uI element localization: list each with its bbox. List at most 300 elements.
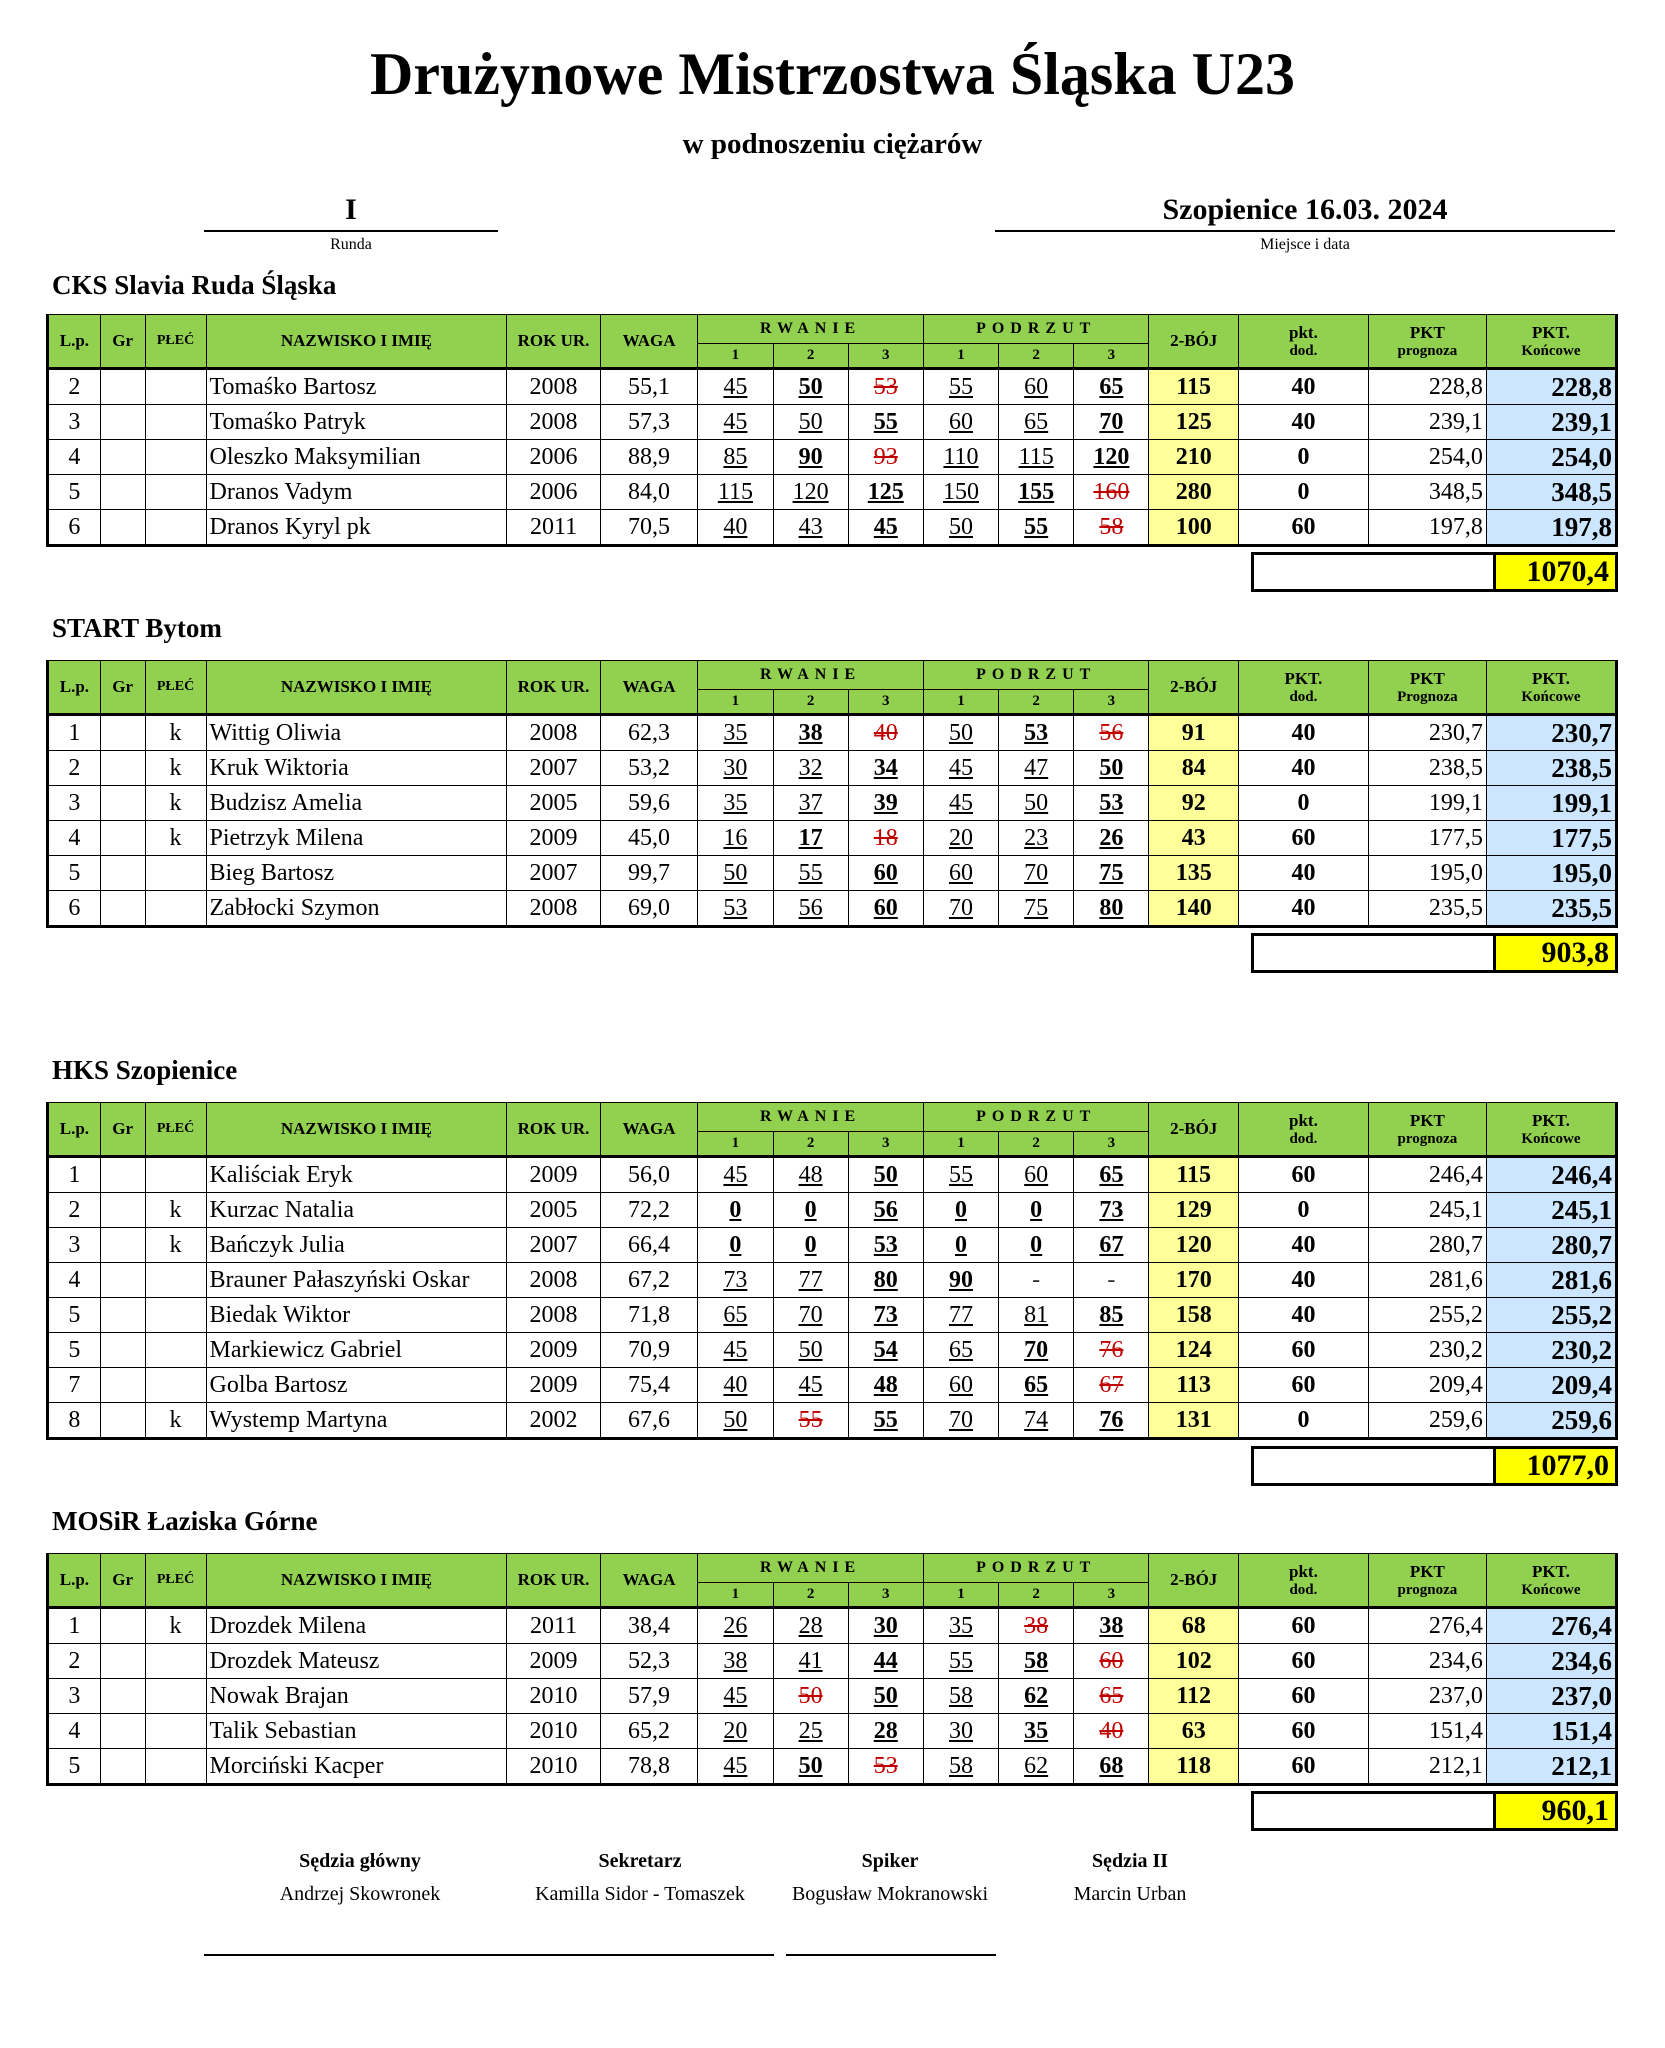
header-name: NAZWISKO I IMIĘ — [206, 1103, 507, 1157]
cell-rok: 2007 — [507, 856, 600, 891]
cell-clean-jerk-attempt: 50 — [923, 715, 998, 751]
cell-rok: 2005 — [507, 1193, 600, 1228]
header-prog-line2: Prognoza — [1397, 688, 1458, 705]
cell-snatch-attempt: 50 — [773, 1679, 848, 1714]
header-2boj: 2-BÓJ — [1149, 1554, 1238, 1608]
cell-clean-jerk-attempt: 0 — [999, 1228, 1074, 1263]
cell-gr — [100, 1608, 145, 1644]
signature-line — [204, 1954, 774, 1956]
cell-snatch-attempt: 55 — [848, 1403, 923, 1439]
cell-rok: 2010 — [507, 1679, 600, 1714]
header-prog-line1: PKT — [1409, 1561, 1445, 1581]
cell-snatch-attempt: 54 — [848, 1333, 923, 1368]
cell-snatch-attempt: 34 — [848, 751, 923, 786]
cell-waga: 59,6 — [600, 786, 698, 821]
cell-waga: 99,7 — [600, 856, 698, 891]
header-gr: Gr — [100, 1103, 145, 1157]
table-row — [48, 891, 1617, 927]
cell-snatch-attempt: 26 — [698, 1608, 773, 1644]
signature-role: Sędzia główny — [299, 1850, 421, 1872]
team-name: MOSiR Łaziska Górne — [52, 1506, 318, 1536]
header-rok: ROK UR. — [507, 315, 600, 369]
cell-lp: 4 — [48, 1263, 101, 1298]
cell-plec: k — [145, 1403, 206, 1439]
cell-total-2boj: 115 — [1149, 369, 1238, 405]
cell-name: Dranos Vadym — [206, 475, 507, 510]
cell-waga: 70,5 — [600, 510, 698, 546]
header-prog-line1: PKT — [1409, 668, 1445, 688]
cell-bonus-points: 60 — [1238, 1679, 1368, 1714]
results-table — [46, 1553, 1618, 1786]
header-final-line2: Końcowe — [1521, 1581, 1581, 1598]
cell-rok: 2007 — [507, 751, 600, 786]
cell-final-points: 212,1 — [1486, 1749, 1616, 1785]
header-dod — [1238, 1103, 1368, 1157]
round-value: I — [204, 190, 498, 232]
header-rok: ROK UR. — [507, 1554, 600, 1608]
cell-clean-jerk-attempt: 65 — [1074, 1157, 1149, 1193]
header-dod-line2: dod. — [1289, 342, 1318, 359]
header-prog-line2: prognoza — [1397, 342, 1458, 359]
cell-lp: 5 — [48, 1749, 101, 1785]
cell-gr — [100, 405, 145, 440]
cell-lp: 4 — [48, 1714, 101, 1749]
cell-final-points: 348,5 — [1486, 475, 1616, 510]
cell-name: Drozdek Milena — [206, 1608, 507, 1644]
cell-total-2boj: 124 — [1149, 1333, 1238, 1368]
cell-lp: 3 — [48, 786, 101, 821]
table-row — [48, 715, 1617, 751]
cell-snatch-attempt: 53 — [848, 1749, 923, 1785]
cell-snatch-attempt: 40 — [848, 715, 923, 751]
header-attempt-number: 3 — [848, 689, 923, 714]
team-total-value: 1077,0 — [1493, 1446, 1618, 1486]
cell-lp: 5 — [48, 856, 101, 891]
cell-clean-jerk-attempt: 50 — [999, 786, 1074, 821]
cell-bonus-points: 0 — [1238, 1193, 1368, 1228]
cell-waga: 52,3 — [600, 1644, 698, 1679]
cell-snatch-attempt: 38 — [773, 715, 848, 751]
cell-clean-jerk-attempt: 47 — [999, 751, 1074, 786]
cell-clean-jerk-attempt: 35 — [923, 1608, 998, 1644]
cell-name: Bieg Bartosz — [206, 856, 507, 891]
table-row — [48, 1228, 1617, 1263]
header-lp: L.p. — [48, 315, 101, 369]
cell-forecast-points: 255,2 — [1368, 1298, 1486, 1333]
header-waga: WAGA — [600, 661, 698, 715]
signature-line — [786, 1954, 996, 1956]
cell-plec — [145, 405, 206, 440]
cell-clean-jerk-attempt: 60 — [923, 856, 998, 891]
cell-snatch-attempt: 77 — [773, 1263, 848, 1298]
header-attempt-number: 1 — [923, 1131, 998, 1156]
cell-bonus-points: 40 — [1238, 1263, 1368, 1298]
cell-snatch-attempt: 39 — [848, 786, 923, 821]
cell-snatch-attempt: 85 — [698, 440, 773, 475]
header-rwanie: RWANIE — [698, 315, 924, 344]
cell-snatch-attempt: 28 — [773, 1608, 848, 1644]
results-table — [46, 660, 1618, 928]
cell-total-2boj: 135 — [1149, 856, 1238, 891]
cell-lp: 6 — [48, 510, 101, 546]
header-prog-line1: PKT — [1409, 1110, 1445, 1130]
header-podrzut: PODRZUT — [923, 661, 1149, 690]
header-plec: PŁEĆ — [145, 1554, 206, 1608]
cell-total-2boj: 120 — [1149, 1228, 1238, 1263]
cell-clean-jerk-attempt: 53 — [1074, 786, 1149, 821]
cell-forecast-points: 151,4 — [1368, 1714, 1486, 1749]
cell-forecast-points: 212,1 — [1368, 1749, 1486, 1785]
cell-rok: 2008 — [507, 1298, 600, 1333]
cell-waga: 71,8 — [600, 1298, 698, 1333]
cell-snatch-attempt: 120 — [773, 475, 848, 510]
cell-total-2boj: 63 — [1149, 1714, 1238, 1749]
place-date-label: Miejsce i data — [1260, 236, 1350, 253]
team-total-blank — [1251, 1446, 1493, 1486]
cell-forecast-points: 280,7 — [1368, 1228, 1486, 1263]
header-attempt-number: 2 — [999, 689, 1074, 714]
cell-gr — [100, 891, 145, 927]
cell-clean-jerk-attempt: 60 — [923, 1368, 998, 1403]
table-row — [48, 1263, 1617, 1298]
cell-clean-jerk-attempt: 53 — [999, 715, 1074, 751]
cell-clean-jerk-attempt: 60 — [1074, 1644, 1149, 1679]
cell-gr — [100, 1193, 145, 1228]
cell-bonus-points: 40 — [1238, 405, 1368, 440]
cell-snatch-attempt: 45 — [698, 1749, 773, 1785]
cell-plec — [145, 510, 206, 546]
header-attempt-number: 2 — [773, 1131, 848, 1156]
cell-gr — [100, 786, 145, 821]
cell-snatch-attempt: 40 — [698, 1368, 773, 1403]
cell-gr — [100, 1714, 145, 1749]
cell-snatch-attempt: 60 — [848, 891, 923, 927]
cell-rok: 2009 — [507, 1333, 600, 1368]
team-total-blank — [1251, 552, 1493, 592]
cell-rok: 2008 — [507, 1263, 600, 1298]
cell-forecast-points: 199,1 — [1368, 786, 1486, 821]
cell-gr — [100, 369, 145, 405]
cell-clean-jerk-attempt: - — [999, 1263, 1074, 1298]
cell-total-2boj: 129 — [1149, 1193, 1238, 1228]
team-total-row — [1251, 933, 1618, 973]
cell-snatch-attempt: 16 — [698, 821, 773, 856]
cell-name: Zabłocki Szymon — [206, 891, 507, 927]
cell-name: Wystemp Martyna — [206, 1403, 507, 1439]
header-dod-line1: pkt. — [1289, 1561, 1318, 1581]
cell-clean-jerk-attempt: 0 — [923, 1193, 998, 1228]
cell-snatch-attempt: 50 — [848, 1157, 923, 1193]
header-podrzut: PODRZUT — [923, 1103, 1149, 1132]
cell-snatch-attempt: 17 — [773, 821, 848, 856]
header-attempt-number: 3 — [1074, 689, 1149, 714]
cell-plec — [145, 1644, 206, 1679]
signature-role: Sędzia II — [1091, 1850, 1169, 1872]
round-label: Runda — [330, 236, 372, 253]
cell-final-points: 230,2 — [1486, 1333, 1616, 1368]
cell-final-points: 237,0 — [1486, 1679, 1616, 1714]
cell-name: Nowak Brajan — [206, 1679, 507, 1714]
header-lp: L.p. — [48, 1103, 101, 1157]
header-podrzut: PODRZUT — [923, 315, 1149, 344]
cell-snatch-attempt: 73 — [848, 1298, 923, 1333]
cell-waga: 67,6 — [600, 1403, 698, 1439]
cell-lp: 2 — [48, 1193, 101, 1228]
header-attempt-number: 1 — [923, 343, 998, 368]
cell-plec: k — [145, 715, 206, 751]
header-attempt-number: 2 — [773, 343, 848, 368]
header-attempt-number: 1 — [923, 1582, 998, 1607]
cell-bonus-points: 60 — [1238, 821, 1368, 856]
cell-plec — [145, 1333, 206, 1368]
header-attempt-number: 2 — [773, 689, 848, 714]
cell-lp: 2 — [48, 751, 101, 786]
cell-lp: 5 — [48, 1298, 101, 1333]
cell-gr — [100, 1298, 145, 1333]
cell-waga: 69,0 — [600, 891, 698, 927]
header-final-line2: Końcowe — [1521, 342, 1581, 359]
cell-snatch-attempt: 48 — [848, 1368, 923, 1403]
header-plec: PŁEĆ — [145, 661, 206, 715]
cell-total-2boj: 84 — [1149, 751, 1238, 786]
cell-snatch-attempt: 45 — [698, 369, 773, 405]
cell-waga: 57,9 — [600, 1679, 698, 1714]
signature-name: Andrzej Skowronek — [279, 1883, 441, 1905]
header-attempt-number: 3 — [1074, 343, 1149, 368]
cell-clean-jerk-attempt: 70 — [999, 1333, 1074, 1368]
cell-rok: 2010 — [507, 1714, 600, 1749]
cell-clean-jerk-attempt: 56 — [1074, 715, 1149, 751]
cell-final-points: 254,0 — [1486, 440, 1616, 475]
cell-rok: 2008 — [507, 715, 600, 751]
signature-judge-2 — [980, 1850, 1280, 1906]
cell-forecast-points: 237,0 — [1368, 1679, 1486, 1714]
team-total-value: 1070,4 — [1493, 552, 1618, 592]
cell-clean-jerk-attempt: 70 — [923, 891, 998, 927]
cell-clean-jerk-attempt: 73 — [1074, 1193, 1149, 1228]
header-final-line2: Końcowe — [1521, 1130, 1581, 1147]
cell-waga: 88,9 — [600, 440, 698, 475]
cell-rok: 2010 — [507, 1749, 600, 1785]
cell-clean-jerk-attempt: 77 — [923, 1298, 998, 1333]
cell-name: Tomaśko Patryk — [206, 405, 507, 440]
cell-forecast-points: 235,5 — [1368, 891, 1486, 927]
header-attempt-number: 2 — [999, 343, 1074, 368]
cell-clean-jerk-attempt: 70 — [923, 1403, 998, 1439]
place-date-field — [995, 190, 1615, 254]
cell-bonus-points: 60 — [1238, 1333, 1368, 1368]
cell-lp: 6 — [48, 891, 101, 927]
header-waga: WAGA — [600, 1103, 698, 1157]
team-total-blank — [1251, 1791, 1493, 1831]
header-attempt-number: 3 — [848, 1131, 923, 1156]
cell-clean-jerk-attempt: 50 — [1074, 751, 1149, 786]
cell-plec — [145, 440, 206, 475]
cell-clean-jerk-attempt: 80 — [1074, 891, 1149, 927]
cell-forecast-points: 209,4 — [1368, 1368, 1486, 1403]
cell-plec — [145, 891, 206, 927]
cell-bonus-points: 40 — [1238, 715, 1368, 751]
cell-bonus-points: 40 — [1238, 369, 1368, 405]
cell-total-2boj: 100 — [1149, 510, 1238, 546]
cell-snatch-attempt: 35 — [698, 715, 773, 751]
cell-lp: 1 — [48, 1157, 101, 1193]
cell-plec: k — [145, 1193, 206, 1228]
cell-clean-jerk-attempt: 55 — [923, 1157, 998, 1193]
cell-plec — [145, 856, 206, 891]
header-gr: Gr — [100, 1554, 145, 1608]
cell-total-2boj: 112 — [1149, 1679, 1238, 1714]
cell-clean-jerk-attempt: 62 — [999, 1679, 1074, 1714]
cell-gr — [100, 1333, 145, 1368]
table-row — [48, 1298, 1617, 1333]
header-final-line1: PKT. — [1531, 1110, 1570, 1130]
table-row — [48, 1193, 1617, 1228]
cell-forecast-points: 348,5 — [1368, 475, 1486, 510]
cell-snatch-attempt: 38 — [698, 1644, 773, 1679]
cell-rok: 2009 — [507, 1157, 600, 1193]
cell-rok: 2009 — [507, 1368, 600, 1403]
team-total-row — [1251, 552, 1618, 592]
cell-name: Dranos Kyryl pk — [206, 510, 507, 546]
table-row — [48, 440, 1617, 475]
cell-final-points: 276,4 — [1486, 1608, 1616, 1644]
header-attempt-number: 1 — [698, 1582, 773, 1607]
cell-gr — [100, 1263, 145, 1298]
cell-clean-jerk-attempt: 58 — [923, 1749, 998, 1785]
cell-snatch-attempt: 50 — [773, 1749, 848, 1785]
cell-waga: 84,0 — [600, 475, 698, 510]
cell-waga: 57,3 — [600, 405, 698, 440]
cell-clean-jerk-attempt: 60 — [999, 1157, 1074, 1193]
cell-forecast-points: 245,1 — [1368, 1193, 1486, 1228]
header-attempt-number: 1 — [698, 1131, 773, 1156]
table-row — [48, 510, 1617, 546]
header-final-line2: Końcowe — [1521, 688, 1581, 705]
header-final — [1486, 1103, 1616, 1157]
header-attempt-number: 3 — [848, 1582, 923, 1607]
header-name: NAZWISKO I IMIĘ — [206, 1554, 507, 1608]
cell-lp: 1 — [48, 715, 101, 751]
cell-gr — [100, 715, 145, 751]
cell-forecast-points: 238,5 — [1368, 751, 1486, 786]
cell-snatch-attempt: 28 — [848, 1714, 923, 1749]
cell-lp: 3 — [48, 405, 101, 440]
table-row — [48, 821, 1617, 856]
table-row — [48, 1368, 1617, 1403]
team-total-value: 903,8 — [1493, 933, 1618, 973]
cell-bonus-points: 40 — [1238, 1298, 1368, 1333]
header-final-line1: PKT. — [1531, 668, 1570, 688]
cell-plec: k — [145, 821, 206, 856]
cell-gr — [100, 475, 145, 510]
cell-plec — [145, 1679, 206, 1714]
header-final-line1: PKT. — [1531, 1561, 1570, 1581]
header-waga: WAGA — [600, 315, 698, 369]
cell-clean-jerk-attempt: 155 — [999, 475, 1074, 510]
cell-snatch-attempt: 0 — [698, 1193, 773, 1228]
cell-clean-jerk-attempt: 26 — [1074, 821, 1149, 856]
cell-snatch-attempt: 35 — [698, 786, 773, 821]
cell-snatch-attempt: 50 — [773, 369, 848, 405]
header-prog — [1368, 1554, 1486, 1608]
cell-gr — [100, 821, 145, 856]
cell-snatch-attempt: 60 — [848, 856, 923, 891]
cell-snatch-attempt: 55 — [773, 1403, 848, 1439]
cell-bonus-points: 0 — [1238, 440, 1368, 475]
cell-snatch-attempt: 56 — [773, 891, 848, 927]
header-rok: ROK UR. — [507, 1103, 600, 1157]
cell-rok: 2008 — [507, 369, 600, 405]
page-title: Drużynowe Mistrzostwa Śląska U23 — [370, 41, 1295, 107]
cell-name: Drozdek Mateusz — [206, 1644, 507, 1679]
cell-final-points: 209,4 — [1486, 1368, 1616, 1403]
cell-plec — [145, 1368, 206, 1403]
header-plec: PŁEĆ — [145, 315, 206, 369]
cell-bonus-points: 60 — [1238, 1749, 1368, 1785]
signature-name: Marcin Urban — [1073, 1883, 1187, 1905]
cell-snatch-attempt: 56 — [848, 1193, 923, 1228]
cell-snatch-attempt: 125 — [848, 475, 923, 510]
cell-forecast-points: 197,8 — [1368, 510, 1486, 546]
cell-clean-jerk-attempt: 76 — [1074, 1403, 1149, 1439]
cell-clean-jerk-attempt: 120 — [1074, 440, 1149, 475]
cell-waga: 45,0 — [600, 821, 698, 856]
place-date-value: Szopienice 16.03. 2024 — [995, 190, 1615, 232]
header-prog-line2: prognoza — [1397, 1581, 1458, 1598]
cell-gr — [100, 440, 145, 475]
header-attempt-number: 3 — [1074, 1131, 1149, 1156]
cell-clean-jerk-attempt: 55 — [923, 369, 998, 405]
cell-name: Markiewicz Gabriel — [206, 1333, 507, 1368]
cell-total-2boj: 91 — [1149, 715, 1238, 751]
cell-gr — [100, 510, 145, 546]
cell-final-points: 199,1 — [1486, 786, 1616, 821]
cell-name: Pietrzyk Milena — [206, 821, 507, 856]
cell-snatch-attempt: 70 — [773, 1298, 848, 1333]
cell-forecast-points: 254,0 — [1368, 440, 1486, 475]
team-total-row — [1251, 1446, 1618, 1486]
cell-clean-jerk-attempt: 65 — [999, 1368, 1074, 1403]
cell-clean-jerk-attempt: 65 — [999, 405, 1074, 440]
header-prog-line1: PKT — [1409, 322, 1445, 342]
cell-snatch-attempt: 44 — [848, 1644, 923, 1679]
cell-name: Kurzac Natalia — [206, 1193, 507, 1228]
cell-final-points: 228,8 — [1486, 369, 1616, 405]
cell-snatch-attempt: 73 — [698, 1263, 773, 1298]
cell-clean-jerk-attempt: 0 — [923, 1228, 998, 1263]
table-row — [48, 1403, 1617, 1439]
cell-bonus-points: 40 — [1238, 1228, 1368, 1263]
cell-name: Morciński Kacper — [206, 1749, 507, 1785]
header-gr: Gr — [100, 315, 145, 369]
cell-gr — [100, 1228, 145, 1263]
cell-plec — [145, 1714, 206, 1749]
cell-gr — [100, 856, 145, 891]
cell-plec: k — [145, 786, 206, 821]
header-prog-line2: prognoza — [1397, 1130, 1458, 1147]
cell-bonus-points: 60 — [1238, 1368, 1368, 1403]
cell-snatch-attempt: 65 — [698, 1298, 773, 1333]
cell-clean-jerk-attempt: 110 — [923, 440, 998, 475]
team-name: START Bytom — [52, 613, 222, 643]
header-lp: L.p. — [48, 1554, 101, 1608]
cell-final-points: 177,5 — [1486, 821, 1616, 856]
cell-waga: 78,8 — [600, 1749, 698, 1785]
cell-final-points: 246,4 — [1486, 1157, 1616, 1193]
cell-clean-jerk-attempt: 68 — [1074, 1749, 1149, 1785]
cell-lp: 2 — [48, 1644, 101, 1679]
